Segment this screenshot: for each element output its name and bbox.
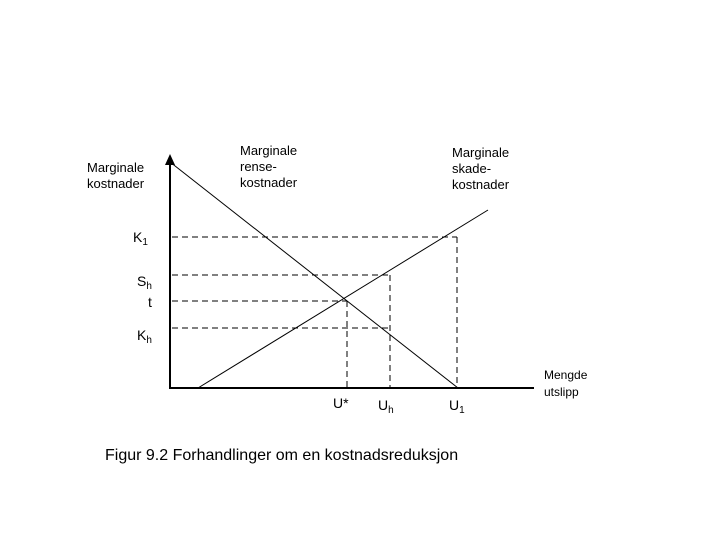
y-axis-arrowhead (165, 154, 175, 165)
y-axis-title: Marginale kostnader (87, 160, 145, 191)
kh-label: $K_h$ (137, 327, 152, 346)
k1-label: $K_1$ (133, 229, 148, 248)
uh-label: $U_h$ (378, 397, 394, 416)
sh-label: $S_h$ (137, 273, 152, 292)
t-label: t (148, 294, 152, 310)
damage-curve-label: Marginale skade- kostnader (452, 145, 510, 192)
ustar-label: U* (333, 395, 349, 411)
abatement-curve-label: Marginale rense- kostnader (240, 143, 298, 190)
u1-label: $U_1$ (449, 397, 465, 416)
figure-caption: Figur 9.2 Forhandlinger om en kostnadsreduksjon (105, 447, 459, 464)
x-axis-title: Mengde utslipp (544, 368, 588, 399)
